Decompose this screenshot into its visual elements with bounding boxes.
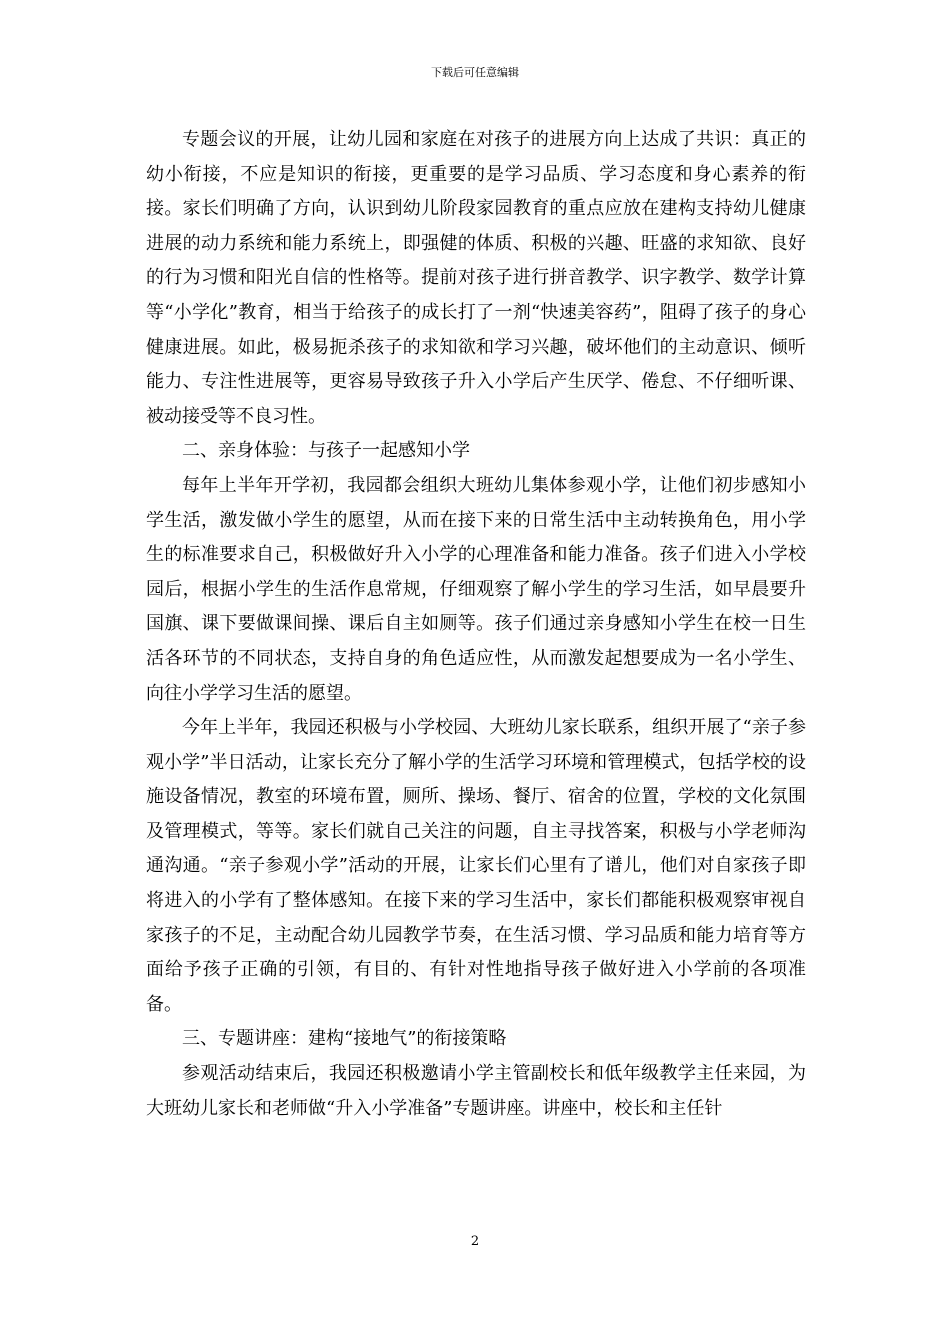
paragraph-school-visit: 每年上半年开学初，我园都会组织大班幼儿集体参观小学，让他们初步感知小学生活，激发做小学生的愿望，从而在接下来的日常生活中主动转换角色，用小学生的标准要求自己，积极做好升入小学的心理准备和能力准备。孩子们进入小学校园后，根据小学生的生活作息常规，仔细观察了解小学生的学习生活，如早晨要升国旗、课下要做课间操、课后自主如厕等。孩子们通过亲身感知小学生在校一日生活各环节的不同状态，支持自身的角色适应性，从而激发起想要成为一名小学生、向往小学学习生活的愿望。 bbox=[146, 474, 806, 704]
paragraph-lecture: 参观活动结束后，我园还积极邀请小学主管副校长和低年级教学主任来园，为大班幼儿家长和老师做“升入小学准备”专题讲座。讲座中，校长和主任针 bbox=[146, 1063, 806, 1119]
section-heading-experience: 二、亲身体验：与孩子一起感知小学 bbox=[182, 440, 470, 462]
paragraph-consensus: 专题会议的开展，让幼儿园和家庭在对孩子的进展方向上达成了共识：真正的幼小衔接，不应是知识的衔接，更重要的是学习品质、学习态度和身心素养的衔接。家长们明确了方向，认识到幼儿阶段家园教育的重点应放在建构支持幼儿健康进展的动力系统和能力系统上，即强健的体质、积极的兴趣、旺盛的求知欲、良好的行为习惯和阳光自信的性格等。提前对孩子进行拼音教学、识字教学、数学计算等“小学化”教育，相当于给孩子的成长打了一剂“快速美容药”，阻碍了孩子的身心健康进展。如此，极易扼杀孩子的求知欲和学习兴趣，破坏他们的主动意识、倾听能力、专注性进展等，更容易导致孩子升入小学后产生厌学、倦怠、不仔细听课、被动接受等不良习性。 bbox=[146, 129, 806, 427]
document-body bbox=[146, 123, 806, 1126]
paragraph-parent-visit: 今年上半年，我园还积极与小学校园、大班幼儿家长联系，组织开展了“亲子参观小学”半日活动，让家长充分了解小学的生活学习环境和管理模式，包括学校的设施设备情况，教室的环境布置，厕所、操场、餐厅、宿舍的位置，学校的文化氛围及管理模式，等等。家长们就自己关注的问题，自主寻找答案，积极与小学老师沟通沟通。“亲子参观小学”活动的开展，让家长们心里有了谱儿，他们对自家孩子即将进入的小学有了整体感知。在接下来的学习生活中，家长们都能积极观察审视自家孩子的不足，主动配合幼儿园教学节奏，在生活习惯、学习品质和能力培育等方面给予孩子正确的引领，有目的、有针对性地指导孩子做好进入小学前的各项准备。 bbox=[146, 717, 806, 1015]
section-heading-lecture: 三、专题讲座：建构“接地气”的衔接策略 bbox=[182, 1028, 507, 1050]
page-header: 下载后可任意编辑 bbox=[431, 66, 519, 79]
page-number: 2 bbox=[470, 1234, 480, 1249]
